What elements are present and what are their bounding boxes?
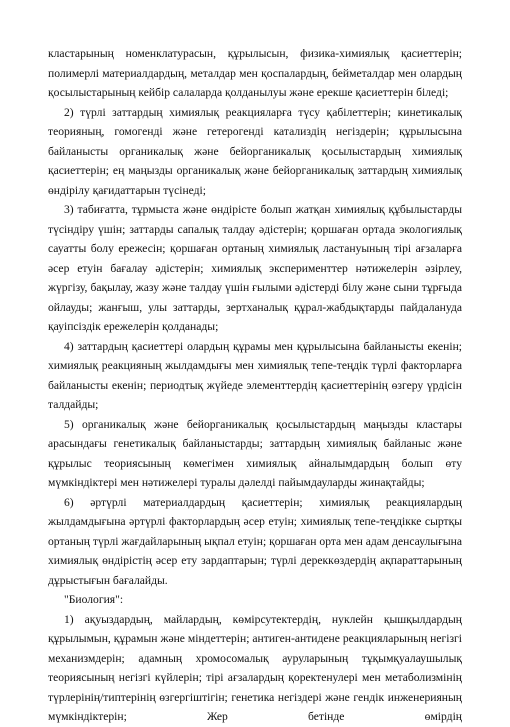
paragraph-item-6: 6) әртүрлі материалдардың қасиеттерін; химиялық реакциялардың жылдамдығына әртүрлі факторлардың әсер етуін; химиялық тепе-теңдікке сыртқы ортаның түрлі жағдайларының ықпал етуін; қоршаған орта мен адам денсаулығына химиялық өндірістің әсер ету зардаптарын; түрлі дереккөздердің ақпараттарының дұрыстығын бағалайды.: [48, 495, 462, 587]
paragraph-item-4: 4) заттардың қасиеттері олардың құрамы мен құрылысына байланысты екенін; химиялық реакцияның жылдамдығы мен химиялық тепе-теңдік түрлі факторларға байланысты екенін; периодтық жүйеде элементтердің қасиеттерінің өзгеру үрдісін талдайды;: [48, 339, 462, 411]
paragraph-biology-item-1: 1) ақуыздардың, майлардың, көмірсутектердің, нуклейн қышқылдардың құрылымын, құрамын және міндеттерін; антиген-антидене реакцияларының негізгі механизмдерін; адамның хромосомалық ауруларының тұқымқуалаушылық теориясының негізгі күйлерін; тірі ағзалардың қоректенулері мен метаболизмінің түрлерінің/типтерінің өзгергіштігін; генетика негіздері және гендік инженерияның мүмкіндіктерін; Жер бетінде өмірдің: [48, 612, 462, 723]
paragraph-item-5: 5) органикалық және бейорганикалық қосылыстардың маңызды кластары арасындағы генетикалық байланыстарды; заттардың химиялық байланыс және құрылыс теориясының көмегімен химиялық айналымдардың болып өту мүмкіндіктері мен нәтижелері туралы дәлелді пайымдауларды жинақтайды;: [48, 417, 462, 489]
section-heading-biology: "Биология":: [64, 593, 124, 606]
paragraph-item-3: 3) табиғатта, тұрмыста және өндірісте болып жатқан химиялық құбылыстарды түсіндіру үшін; заттарды сапалық талдау әдістерін; қоршаған ортада экологиялық сауатты болу ережесін; қоршаған ортаның химиялық ластануының тірі ағзаларға әсер етуін бағалау әдістерін; химиялық эксперименттер нәтижелерін әзірлеу, жүргізу, бақылау, жазу және талдау үшін ғылыми әдістерді білу және сыни тұрғыда ойлауды; жанғыш, улы заттарды, зертханалық құрал-жабдықтарды пайдалануда қауіпсіздік ережелерін қолданады;: [48, 203, 462, 333]
document-page: [48, 44, 462, 727]
paragraph-continuation: кластарының номенклатурасын, құрылысын, физика-химиялық қасиеттерін; полимерлі материалдардың, металдар мен қоспалардың, бейметалдар мен олардың қосылыстарының кейбір салаларда қолданылуы және ерекше қасиеттерін біледі;: [48, 47, 462, 99]
paragraph-item-2: 2) түрлі заттардың химиялық реакцияларға түсу қабілеттерін; кинетикалық теорияның, гомогенді және гетерогенді катализдің негіздерін; құрылысына байланысты органикалық және бейорганикалық қосылыстардың химиялық қасиеттерін; ең маңызды органикалық және бейорганикалық заттардың химиялық өндірілу қағидаттарын түсінеді;: [48, 105, 462, 197]
